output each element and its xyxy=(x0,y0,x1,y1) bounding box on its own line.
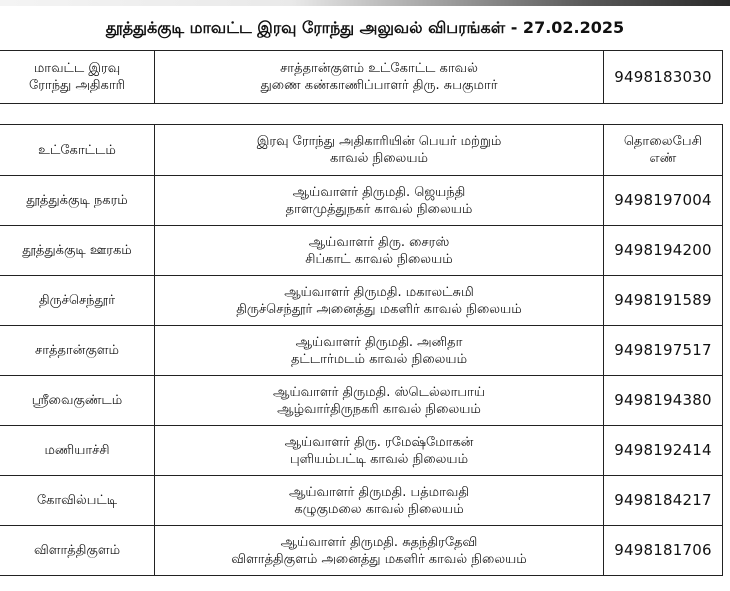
officer-station-cell xyxy=(155,176,604,226)
officer-role-line-1: மாவட்ட இரவு xyxy=(33,61,121,76)
header-phone-line-2: எண் xyxy=(649,151,677,166)
officer-station-cell xyxy=(155,226,604,276)
header-phone-line-1: தொலைபேசி xyxy=(623,134,703,149)
district-officer-row xyxy=(0,51,723,104)
station-name-line: ஆழ்வார்திருநகரி காவல் நிலையம் xyxy=(277,401,481,417)
station-name-line: சிப்காட் காவல் நிலையம் xyxy=(305,251,453,267)
officer-name-line: ஆய்வாளர் திருமதி. சுதந்திரதேவி xyxy=(280,534,478,550)
officer-station-cell xyxy=(155,276,604,326)
header-phone xyxy=(604,125,723,176)
officer-name-line: ஆய்வாளர் திருமதி. ஸ்டெல்லாபாய் xyxy=(273,384,485,400)
officer-phone-cell: 9498183030 xyxy=(604,51,723,104)
table-row xyxy=(0,326,723,376)
officer-name-line: ஆய்வாளர் திருமதி. மகாலட்சுமி xyxy=(284,284,474,300)
officer-station-cell xyxy=(155,476,604,526)
subdivision-cell: சாத்தான்குளம் xyxy=(0,326,155,376)
officer-station-cell xyxy=(155,426,604,476)
officer-name-line: ஆய்வாளர் திருமதி. அனிதா xyxy=(295,334,463,350)
top-border-strip xyxy=(0,0,730,6)
header-officer xyxy=(155,125,604,176)
table-header-row xyxy=(0,125,723,176)
phone-cell: 9498194380 xyxy=(604,376,723,426)
officer-name-line: ஆய்வாளர் திருமதி. ஜெயந்தி xyxy=(292,184,466,200)
table-row xyxy=(0,276,723,326)
officer-name-line: ஆய்வாளர் திருமதி. பத்மாவதி xyxy=(288,484,470,500)
officer-role-cell xyxy=(0,51,155,104)
phone-cell: 9498184217 xyxy=(604,476,723,526)
station-name-line: விளாத்திகுளம் அனைத்து மகளிர் காவல் நிலையம் xyxy=(231,551,527,567)
night-patrol-table xyxy=(0,124,723,576)
officer-name-line-2: துணை கண்காணிப்பாளர் திரு. சுபகுமார் xyxy=(260,78,498,93)
subdivision-cell: மணியாச்சி xyxy=(0,426,155,476)
station-name-line: புளியம்பட்டி காவல் நிலையம் xyxy=(289,451,469,467)
header-officer-line-1: இரவு ரோந்து அதிகாரியின் பெயர் மற்றும் xyxy=(256,134,502,149)
station-name-line: கழுகுமலை காவல் நிலையம் xyxy=(294,501,464,517)
table-row xyxy=(0,376,723,426)
header-officer-line-2: காவல் நிலையம் xyxy=(330,151,428,166)
station-name-line: தாளமுத்துநகர் காவல் நிலையம் xyxy=(285,201,473,217)
phone-cell: 9498181706 xyxy=(604,526,723,576)
table-row xyxy=(0,526,723,576)
table-row xyxy=(0,226,723,276)
officer-name-line: ஆய்வாளர் திரு. சைரஸ் xyxy=(308,234,450,250)
header-subdivision: உட்கோட்டம் xyxy=(0,125,155,176)
subdivision-cell: ஸ்ரீவைகுண்டம் xyxy=(0,376,155,426)
phone-cell: 9498197004 xyxy=(604,176,723,226)
officer-station-cell xyxy=(155,526,604,576)
table-row xyxy=(0,176,723,226)
officer-station-cell xyxy=(155,376,604,426)
subdivision-cell: கோவில்பட்டி xyxy=(0,476,155,526)
phone-cell: 9498197517 xyxy=(604,326,723,376)
officer-role-line-2: ரோந்து அதிகாரி xyxy=(28,78,126,93)
subdivision-cell: விளாத்திகுளம் xyxy=(0,526,155,576)
officer-station-cell xyxy=(155,326,604,376)
table-row xyxy=(0,476,723,526)
subdivision-cell: தூத்துக்குடி நகரம் xyxy=(0,176,155,226)
officer-name-line-1: சாத்தான்குளம் உட்கோட்ட காவல் xyxy=(280,61,478,76)
page-title: தூத்துக்குடி மாவட்ட இரவு ரோந்து அலுவல் விபரங்கள் - 27.02.2025 xyxy=(105,18,625,37)
phone-cell: 9498192414 xyxy=(604,426,723,476)
subdivision-cell: தூத்துக்குடி ஊரகம் xyxy=(0,226,155,276)
officer-name-cell xyxy=(155,51,604,104)
subdivision-cell: திருச்செந்தூர் xyxy=(0,276,155,326)
officer-name-line: ஆய்வாளர் திரு. ரமேஷ்மோகன் xyxy=(284,434,474,450)
station-name-line: திருச்செந்தூர் அனைத்து மகளிர் காவல் நிலையம் xyxy=(236,301,522,317)
phone-cell: 9498191589 xyxy=(604,276,723,326)
table-row xyxy=(0,426,723,476)
phone-cell: 9498194200 xyxy=(604,226,723,276)
station-name-line: தட்டார்மடம் காவல் நிலையம் xyxy=(290,351,468,367)
table-body xyxy=(0,176,723,576)
district-officer-table xyxy=(0,50,723,104)
